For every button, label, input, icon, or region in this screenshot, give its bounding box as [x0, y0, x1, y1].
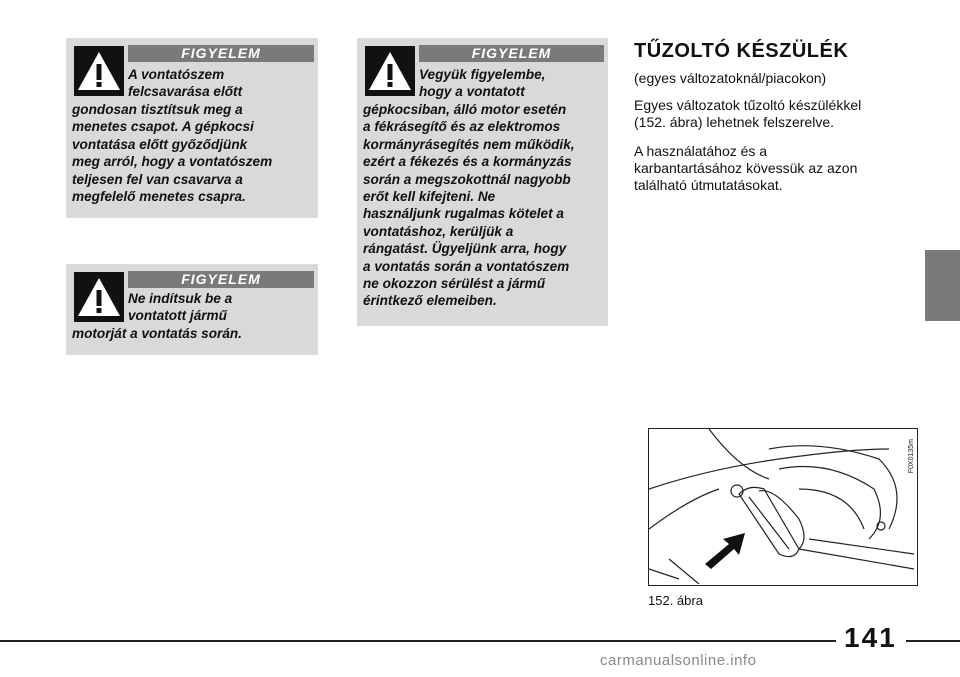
- warning-heading: FIGYELEM: [128, 271, 314, 288]
- warning-triangle-icon: [365, 46, 415, 96]
- warning-box-engine: [66, 264, 318, 355]
- paragraph-instructions: A használatához és a karbantartásához kövessük az azon található útmutatásokat.: [634, 143, 858, 193]
- section-subtitle: (egyes változatoknál/piacokon): [634, 70, 827, 86]
- section-title: TŰZOLTÓ KÉSZÜLÉK: [634, 40, 849, 62]
- warning-box-towing-eye: [66, 38, 318, 218]
- figure-code: F0X0135m: [908, 439, 915, 474]
- watermark: carmanualsonline.info: [600, 652, 757, 669]
- warning-text: Vegyük figyelembe, hogy a vontatott: [419, 67, 546, 100]
- paragraph-equipment: Egyes változatok tűzoltó készülékkel (152. ábra) lehetnek felszerelve.: [634, 97, 862, 130]
- warning-heading: FIGYELEM: [128, 45, 314, 62]
- footer-rule-left: [0, 640, 836, 642]
- warning-triangle-icon: [74, 46, 124, 96]
- page-number: 141: [840, 622, 901, 654]
- warning-box-brakes: [357, 38, 608, 326]
- warning-text-continued: gépkocsiban, álló motor esetén a fékrásegítő és az elektromos kormányrásegítés nem működik, ezért a fékezés és a kormányzás során a megszokottnál nagyobb erőt kell kifejteni. Ne használjunk rugalmas kötelet a vontatáshoz, kerüljük a rángatást. Ügyeljünk arra, hogy a vontatás során a vontatószem ne okozzon sérülést a jármű érintkező elemeiben.: [363, 102, 575, 309]
- warning-heading: FIGYELEM: [419, 45, 604, 62]
- figure-fire-extinguisher: [648, 428, 918, 586]
- footer-rule-right: [906, 640, 960, 642]
- chapter-tab: [925, 250, 960, 321]
- warning-text: A vontatószem felcsavarása előtt: [128, 67, 243, 100]
- warning-text-continued: gondosan tisztítsuk meg a menetes csapot. A gépkocsi vontatása előtt győződjünk meg arról, hogy a vontatószem teljesen fel van csavarva a megfelelő menetes csapra.: [72, 102, 273, 205]
- warning-triangle-icon: [74, 272, 124, 322]
- warning-text-continued: motorját a vontatás során.: [72, 326, 242, 341]
- warning-text: Ne indítsuk be a vontatott jármű: [128, 291, 233, 324]
- fire-extinguisher-illustration: [649, 429, 916, 584]
- figure-caption: 152. ábra: [648, 593, 703, 608]
